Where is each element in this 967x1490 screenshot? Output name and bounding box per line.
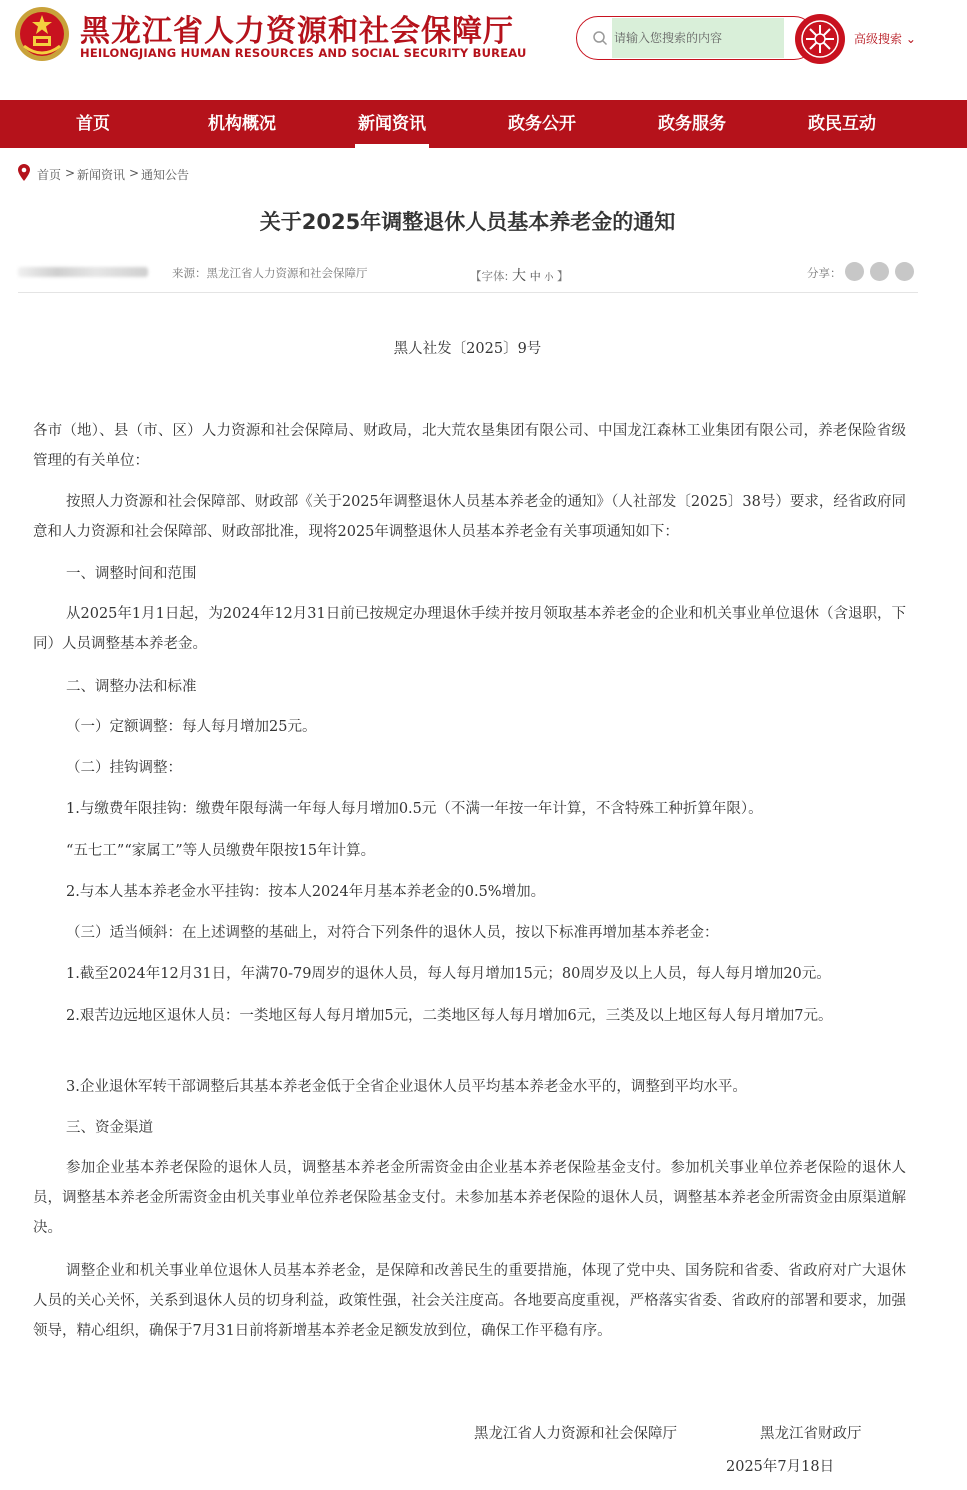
article-title: 关于2025年调整退休人员基本养老金的通知 <box>259 210 676 234</box>
advanced-search-link[interactable] <box>854 30 916 47</box>
breadcrumb-separator: > <box>129 166 140 180</box>
search-button[interactable] <box>795 14 845 64</box>
signature-org-finance: 黑龙江省财政厅 <box>760 1426 862 1442</box>
body-paragraph: 3.企业退休军转干部调整后其基本养老金低于全省企业退休人员平均基本养老金水平的，调整到平均水平。 <box>66 1079 747 1095</box>
breadcrumb-news[interactable]: 新闻资讯 <box>77 168 126 182</box>
breadcrumb-home[interactable]: 首页 <box>37 168 62 182</box>
advanced-search-label: 高级搜索 <box>854 32 903 46</box>
nav-item-gov-affairs[interactable]: 政务公开 <box>508 114 576 134</box>
body-paragraph: 参加企业基本养老保险的退休人员，调整基本养老金所需资金由企业基本养老保险基金支付。参加机关事业单位养老保险的退休人员，调整基本养老金所需资金由机关事业单位养老保险基金支付。未参加基本养老保险的退休人员，调整基本养老金所需资金由原渠道解决。 <box>33 1160 906 1236</box>
search-icon <box>592 30 608 46</box>
breadcrumb-notices[interactable]: 通知公告 <box>141 168 190 182</box>
section-heading: 一、调整时间和范围 <box>66 566 197 582</box>
share-weibo-icon[interactable] <box>870 262 889 281</box>
addressee-paragraph: 各市（地）、县（市、区）人力资源和社会保障局、财政局，北大荒农垦集团有限公司、中国龙江森林工业集团有限公司，养老保险省级管理的有关单位： <box>33 423 906 469</box>
body-paragraph: （一）定额调整：每人每月增加25元。 <box>66 719 317 735</box>
publish-date-blurred <box>18 267 148 277</box>
nav-item-news[interactable]: 新闻资讯 <box>358 114 426 134</box>
signature-date: 2025年7月18日 <box>726 1459 835 1475</box>
article-source: 来源：黑龙江省人力资源和社会保障厅 <box>172 266 368 280</box>
document-number: 黑人社发〔2025〕9号 <box>393 341 542 357</box>
share-wechat-icon[interactable] <box>845 262 864 281</box>
font-size-switcher <box>470 265 569 285</box>
body-paragraph: 2.艰苦边远地区退休人员：一类地区每人每月增加5元，二类地区每人每月增加6元，三类及以上地区每人每月增加7元。 <box>66 1008 833 1024</box>
location-pin-icon <box>18 164 30 181</box>
search-input[interactable] <box>612 18 784 58</box>
body-paragraph: （三）适当倾斜：在上述调整的基础上，对符合下列条件的退休人员，按以下标准再增加基本养老金： <box>66 925 719 941</box>
meta-divider <box>18 292 918 293</box>
share-favorite-icon[interactable] <box>895 262 914 281</box>
main-nav <box>0 100 967 148</box>
body-paragraph: 1.截至2024年12月31日，年满70-79周岁的退休人员，每人每月增加15元；80周岁及以上人员，每人每月增加20元。 <box>66 966 831 982</box>
section-heading: 三、资金渠道 <box>66 1120 153 1136</box>
nav-item-interaction[interactable]: 政民互动 <box>808 114 876 134</box>
share-label: 分享： <box>807 266 842 280</box>
chevron-down-icon: ⌄ <box>905 32 916 46</box>
site-subtitle: HEILONGJIANG HUMAN RESOURCES AND SOCIAL SECURITY BUREAU <box>80 46 527 60</box>
nav-item-about[interactable]: 机构概况 <box>208 114 276 134</box>
nav-item-home[interactable]: 首页 <box>76 114 110 134</box>
font-size-medium[interactable]: 中 <box>529 270 541 283</box>
national-emblem-logo <box>14 6 70 62</box>
breadcrumb-separator: > <box>65 166 76 180</box>
section-heading: 二、调整办法和标准 <box>66 679 197 695</box>
font-size-label-close: 】 <box>557 269 569 283</box>
signature-org-hrss: 黑龙江省人力资源和社会保障厅 <box>474 1426 677 1442</box>
body-paragraph: 调整企业和机关事业单位退休人员基本养老金，是保障和改善民生的重要措施，体现了党中央、国务院和省委、省政府对广大退休人员的关心关怀，关系到退休人员的切身利益，政策性强，社会关注度高。各地要高度重视，严格落实省委、省政府的部署和要求，加强领导，精心组织，确保于7月31日前将新增基本养老金足额发放到位，确保工作平稳有序。 <box>33 1263 906 1339</box>
body-paragraph: （二）挂钩调整： <box>66 760 182 776</box>
font-size-small[interactable]: 小 <box>544 273 554 283</box>
body-paragraph: “五七工”“家属工”等人员缴费年限按15年计算。 <box>66 843 376 859</box>
body-paragraph: 从2025年1月1日起，为2024年12月31日前已按规定办理退休手续并按月领取基本养老金的企业和机关事业单位退休（含退职，下同）人员调整基本养老金。 <box>33 606 906 652</box>
body-paragraph: 1.与缴费年限挂钩：缴费年限每满一年每人每月增加0.5元（不满一年按一年计算，不含特殊工种折算年限）。 <box>66 801 763 817</box>
body-paragraph: 2.与本人基本养老金水平挂钩：按本人2024年月基本养老金的0.5%增加。 <box>66 884 546 900</box>
nav-active-indicator <box>355 144 429 148</box>
font-size-label: 【字体: <box>470 269 509 283</box>
site-title: 黑龙江省人力资源和社会保障厅 <box>80 14 514 49</box>
font-size-large[interactable]: 大 <box>512 268 527 284</box>
body-paragraph: 按照人力资源和社会保障部、财政部《关于2025年调整退休人员基本养老金的通知》（人社部发〔2025〕38号）要求，经省政府同意和人力资源和社会保障部、财政部批准，现将2025年调整退休人员基本养老金有关事项通知如下： <box>33 494 906 540</box>
nav-item-gov-services[interactable]: 政务服务 <box>658 114 726 134</box>
